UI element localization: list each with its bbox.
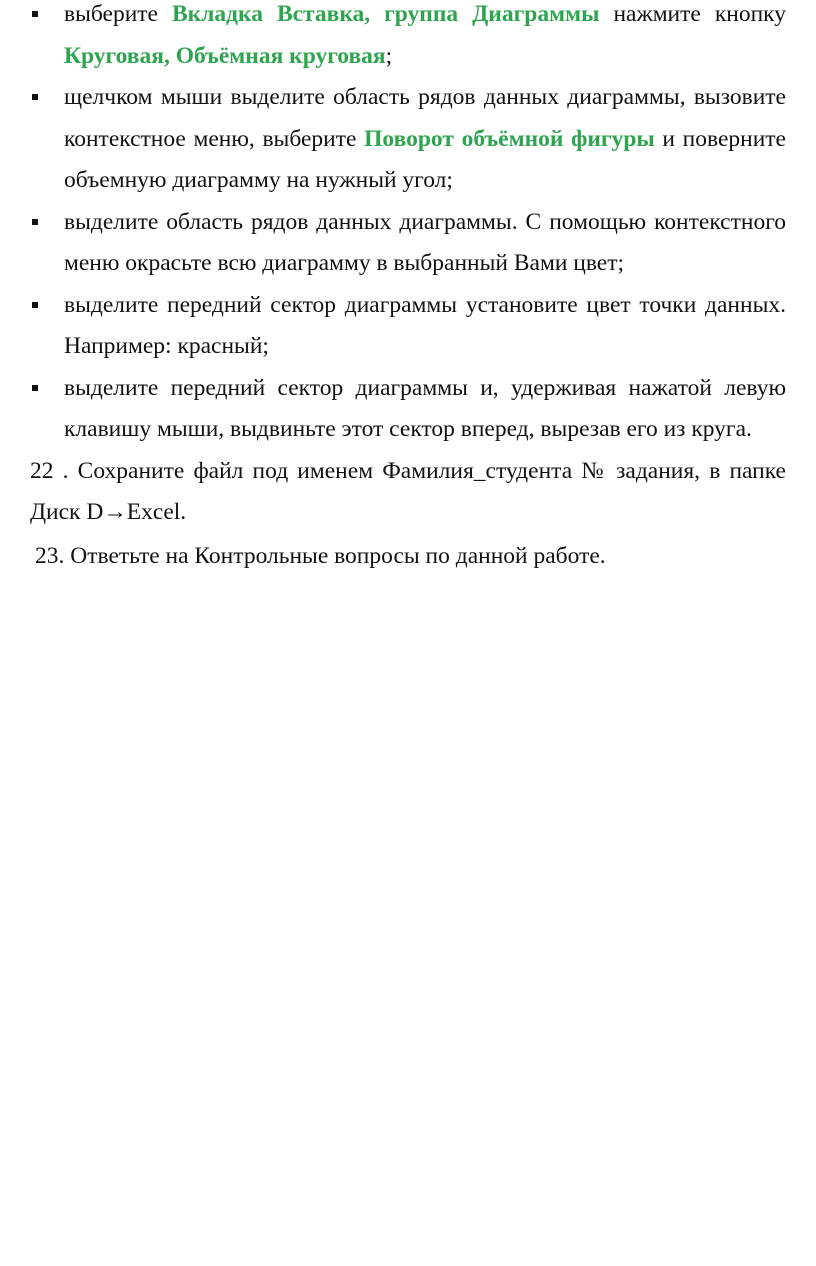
list-item: [30, 202, 786, 285]
list-item: [30, 77, 786, 202]
list-item: [30, 0, 786, 77]
square-bullet-icon: [32, 385, 38, 391]
item-text: выделите передний сектор диаграммы установите цвет точки данных. Например: красный;: [64, 291, 786, 359]
chart-type-highlight: Круговая, Объёмная круговая: [64, 42, 386, 69]
item-text: щелчком мыши выделите область рядов данных диаграммы, вызовите контекстное меню, выберите: [64, 84, 786, 152]
item-text: выберите: [64, 1, 172, 27]
item-text: нажмите кнопку: [599, 1, 786, 27]
item-text: выделите передний сектор диаграммы и, удерживая нажатой левую клавишу мыши, выдвиньте этот сектор вперед, вырезав его из круга.: [64, 374, 786, 442]
menu-path-highlight: Вкладка Вставка, группа Диаграммы: [171, 1, 600, 27]
command-highlight: Поворот объёмной фигуры: [364, 125, 655, 152]
list-item: [30, 285, 786, 368]
step-22-paragraph: 22 . Сохраните файл под именем Фамилия_студента № задания, в папке Диск D→Excel.: [30, 457, 786, 525]
step-23-paragraph: 23. Ответьте на Контрольные вопросы по данной работе.: [35, 542, 606, 569]
item-text: и поверните объемную диаграмму на нужный угол;: [64, 125, 786, 193]
square-bullet-icon: [32, 219, 38, 225]
square-bullet-icon: [32, 11, 38, 17]
square-bullet-icon: [32, 302, 38, 308]
list-item: [30, 368, 786, 451]
square-bullet-icon: [32, 94, 38, 100]
instruction-list: [30, 0, 786, 451]
item-text: ;: [385, 42, 393, 69]
item-text: выделите область рядов данных диаграммы. С помощью контекстного меню окрасьте всю диаграмму в выбранный Вами цвет;: [64, 208, 786, 276]
